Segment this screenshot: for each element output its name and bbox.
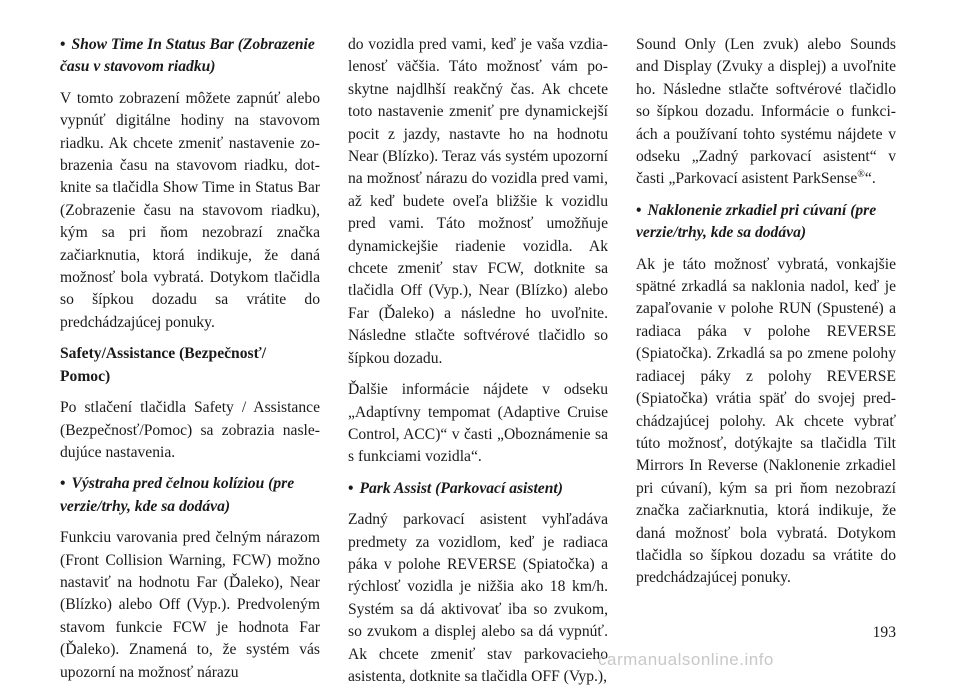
bullet-show-time-text: Show Time In Status Bar (Zobrazenie času v stavovom riadku) <box>60 36 315 76</box>
paragraph-fcw: Funkciu varovania pred čelným nárazom (Front Collision Warning, FCW) možno nastaviť na hodnotu Far (Ďaleko), Near (Blízko) alebo Off (Vyp.). Predvoleným stavom funkcie FCW je hodnota Far (Ďaleko). Znamená to, že systém vás upozorní na možnosť nárazu <box>60 529 320 681</box>
right-column <box>636 34 896 599</box>
paragraph-safety-intro: Po stlačení tlačidla Safety / Assistance (Bezpečnosť/Pomoc) sa zobrazia nasledujúce nastavenia. <box>60 399 320 461</box>
paragraph-acc-reference: Ďalšie informácie nájdete v odseku „Adaptívny tempomat (Adaptive Cruise Control, ACC)“ v časti „Oboznámenie sa s funkciami vozidla“. <box>348 381 608 466</box>
bullet-dot: • <box>60 475 66 493</box>
page-number: 193 <box>872 624 896 641</box>
left-column <box>60 34 320 693</box>
paragraph-park-assist: Zadný parkovací asistent vyhľadáva predmety za vozidlom, keď je radiaca páka v polohe REVERSE (Spiatočka) a rýchlosť vozidla je nižšia ako 18 km/h. Systém sa dá aktivovať iba so zvukom, so zvukom a displej alebo sa dá vypnúť. Ak chcete zmeniť stav parkovacieho asistenta, dotknite sa tlačidla OFF (Vyp.), <box>348 511 608 685</box>
bullet-park-assist-text: Park Assist (Parkovací asistent) <box>359 479 563 497</box>
paragraph-fcw-continued: do vozidla pred vami, keď je vaša vzdialenosť väčšia. Táto možnosť vám poskytne najdlhší reakčný čas. Ak chcete toto nastavenie zmeniť pre dynamickejší pocit z jazdy, nastavte ho na hodnotu Near (Blízko). Teraz vás systém upozorní na možnosť nárazu do vozidla pred vami, až keď budete oveľa bližšie k vozidlu pred vami. Táto možnosť umožňuje dynamickejšie riadenie vozidla. Ak chcete zmeniť stav FCW, dotknite sa tlačidla Off (Vyp.), Near (Blízko) alebo Far (Ďaleko) a následne ho uvoľnite. Následne stlačte softvérové tlačidlo so šípkou dozadu. <box>348 36 608 367</box>
paragraph-park-assist-continued-text: Sound Only (Len zvuk) alebo Sounds and Display (Zvuky a displej) a uvoľnite ho. Následne stlačte softvérové tlačidlo so šípkou dozadu. Informácie o funkciách a používaní tohto systému nájdete v odseku „Zadný parkovací asistent“ v časti „Parkovací asistent ParkSense <box>636 36 896 188</box>
registered-mark: ® <box>857 169 865 181</box>
bullet-tilt-mirrors <box>636 200 896 245</box>
paragraph-park-assist-continued <box>636 34 896 191</box>
bullet-show-time <box>60 34 320 79</box>
paragraph-tilt-mirrors: Ak je táto možnosť vybratá, vonkajšie spätné zrkadlá sa naklonia nadol, keď je zapaľovanie v polohe RUN (Spustené) a radiaca páka v polohe REVERSE (Spiatočka). Zrkadlá sa po zmene polohy radiacej páky z polohy REVERSE (Spiatočka) vrátia späť do svojej predchádzajúcej polohy. Ak chcete vybrať túto možnosť, dotýkajte sa tlačidla Tilt Mirrors In Reverse (Naklonenie zrkadiel pri cúvaní), kým sa pri ňom nezobrazí značka začiarknutia, ktorá indikuje, že daná možnosť bola vybratá. Dotykom tlačidla so šípkou dozadu sa vrátite do predchádzajúcej ponuky. <box>636 255 896 587</box>
bullet-collision-warning-text: Výstraha pred čelnou kolíziou (pre verzie/trhy, kde sa dodáva) <box>60 475 295 515</box>
middle-column <box>348 34 608 697</box>
bullet-collision-warning <box>60 473 320 518</box>
bullet-dot: • <box>636 201 642 219</box>
bullet-dot: • <box>60 36 66 53</box>
bullet-park-assist <box>348 478 608 500</box>
bullet-tilt-mirrors-text: Naklonenie zrkadiel pri cúvaní (pre verzie/trhy, kde sa dodáva) <box>636 201 877 242</box>
bullet-dot: • <box>348 479 354 497</box>
paragraph-show-time: V tomto zobrazení môžete zapnúť alebo vypnúť digitálne hodiny na stavovom riadku. Ak chcete zmeniť nastavenie zobrazenia času na stavovom riadku, dotknite sa tlačidla Show Time in Status Bar (Zobrazenie času na stavovom riadku), kým sa pri ňom nezobrazí značka začiarknutia, ktorá indikuje, že daná možnosť bola vybratá. Dotykom tlačidla so šípkou dozadu sa vrátite do predchádzajúcej ponuky. <box>60 89 320 331</box>
watermark: carmanualsonline.info <box>598 650 774 669</box>
heading-safety-assistance: Safety/Assistance (Bezpečnosť/ Pomoc) <box>60 345 267 385</box>
paragraph-park-assist-end: “. <box>864 170 876 188</box>
